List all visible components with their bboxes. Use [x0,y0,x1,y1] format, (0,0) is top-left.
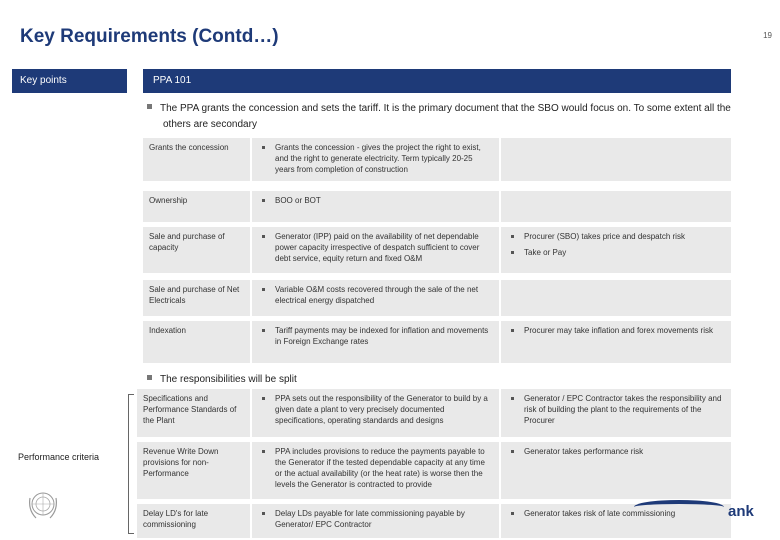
list-item: Take or Pay [507,247,725,258]
row-label-ownership: Ownership [143,191,250,222]
intro-bullet [147,101,737,133]
list-item: Delay LDs payable for late commissioning payable by Generator/ EPC Contractor [258,508,493,530]
list-item: Generator (IPP) paid on the availability of net dependable power capacity irrespective of despatch sufficient to cover debt service, equity return and fixed O&M [258,231,493,264]
list-item: PPA sets out the responsibility of the Generator to build by a given date a plant to very precisely documented specifications, operating standards and designs [258,393,493,426]
intro-bullet-text: The PPA grants the concession and sets the tariff. It is the primary document that the SBO would focus on. To some extent all the others are secondary [160,103,731,130]
row-desc-net-electricals [252,280,499,316]
page-number: 19 [763,31,772,40]
page-title: Key Requirements (Contd…) [20,26,279,47]
list-item: Tariff payments may be indexed for inflation and movements in Foreign Exchange rates [258,325,493,347]
split-label-delay-ld: Delay LD's for late commissioning [137,504,250,538]
list-item: Procurer may take inflation and forex movements risk [507,325,725,336]
list-item: Variable O&M costs recovered through the sale of the net electrical energy dispatched [258,284,493,306]
split-risk-revenue-write-down [501,442,731,499]
row-desc-concession [252,138,499,181]
performance-criteria-label: Performance criteria [18,452,100,462]
row-risk-indexation [501,321,731,363]
row-label-net-electricals: Sale and purchase of Net Electricals [143,280,250,316]
bank-logo-swoosh [634,500,724,514]
list-item: PPA includes provisions to reduce the payments payable to the Generator if the tested dependable capacity at any time or the actual availability (or the heat rate) is worse then the levels the Generator is contracted to provide [258,446,493,490]
row-label-capacity: Sale and purchase of capacity [143,227,250,273]
key-points-label: Key points [12,69,127,93]
row-desc-ownership [252,191,499,222]
split-desc-delay-ld [252,504,499,538]
bullet-square-icon [147,104,152,109]
split-desc-revenue-write-down [252,442,499,499]
bank-logo-text: ank [728,503,754,520]
list-item: Generator / EPC Contractor takes the responsibility and risk of building the plant to the requirements of the Procurer [507,393,725,426]
split-label-specifications: Specifications and Performance Standards of the Plant [137,389,250,437]
row-label-concession: Grants the concession [143,138,250,181]
un-emblem-icon [26,488,60,522]
split-bullet [147,372,547,388]
list-item: BOO or BOT [258,195,493,206]
row-risk-ownership [501,191,731,222]
list-item: Procurer (SBO) takes price and despatch risk [507,231,725,242]
list-item: Generator takes performance risk [507,446,725,457]
split-desc-specifications [252,389,499,437]
grouping-bracket [128,394,134,534]
split-label-revenue-write-down: Revenue Write Down provisions for non-Performance [137,442,250,499]
list-item: Grants the concession - gives the project the right to exist, and the right to generate electricity. Term typically 20-25 years from completion of construction [258,142,493,175]
row-desc-indexation [252,321,499,363]
row-risk-concession [501,138,731,181]
split-risk-specifications [501,389,731,437]
split-bullet-text: The responsibilities will be split [160,374,297,385]
row-label-indexation: Indexation [143,321,250,363]
bullet-square-icon [147,375,152,380]
row-desc-capacity [252,227,499,273]
section-header: PPA 101 [143,69,731,93]
row-risk-capacity [501,227,731,273]
row-risk-net-electricals [501,280,731,316]
list-item: Generator takes risk of late commissioning [507,508,725,519]
